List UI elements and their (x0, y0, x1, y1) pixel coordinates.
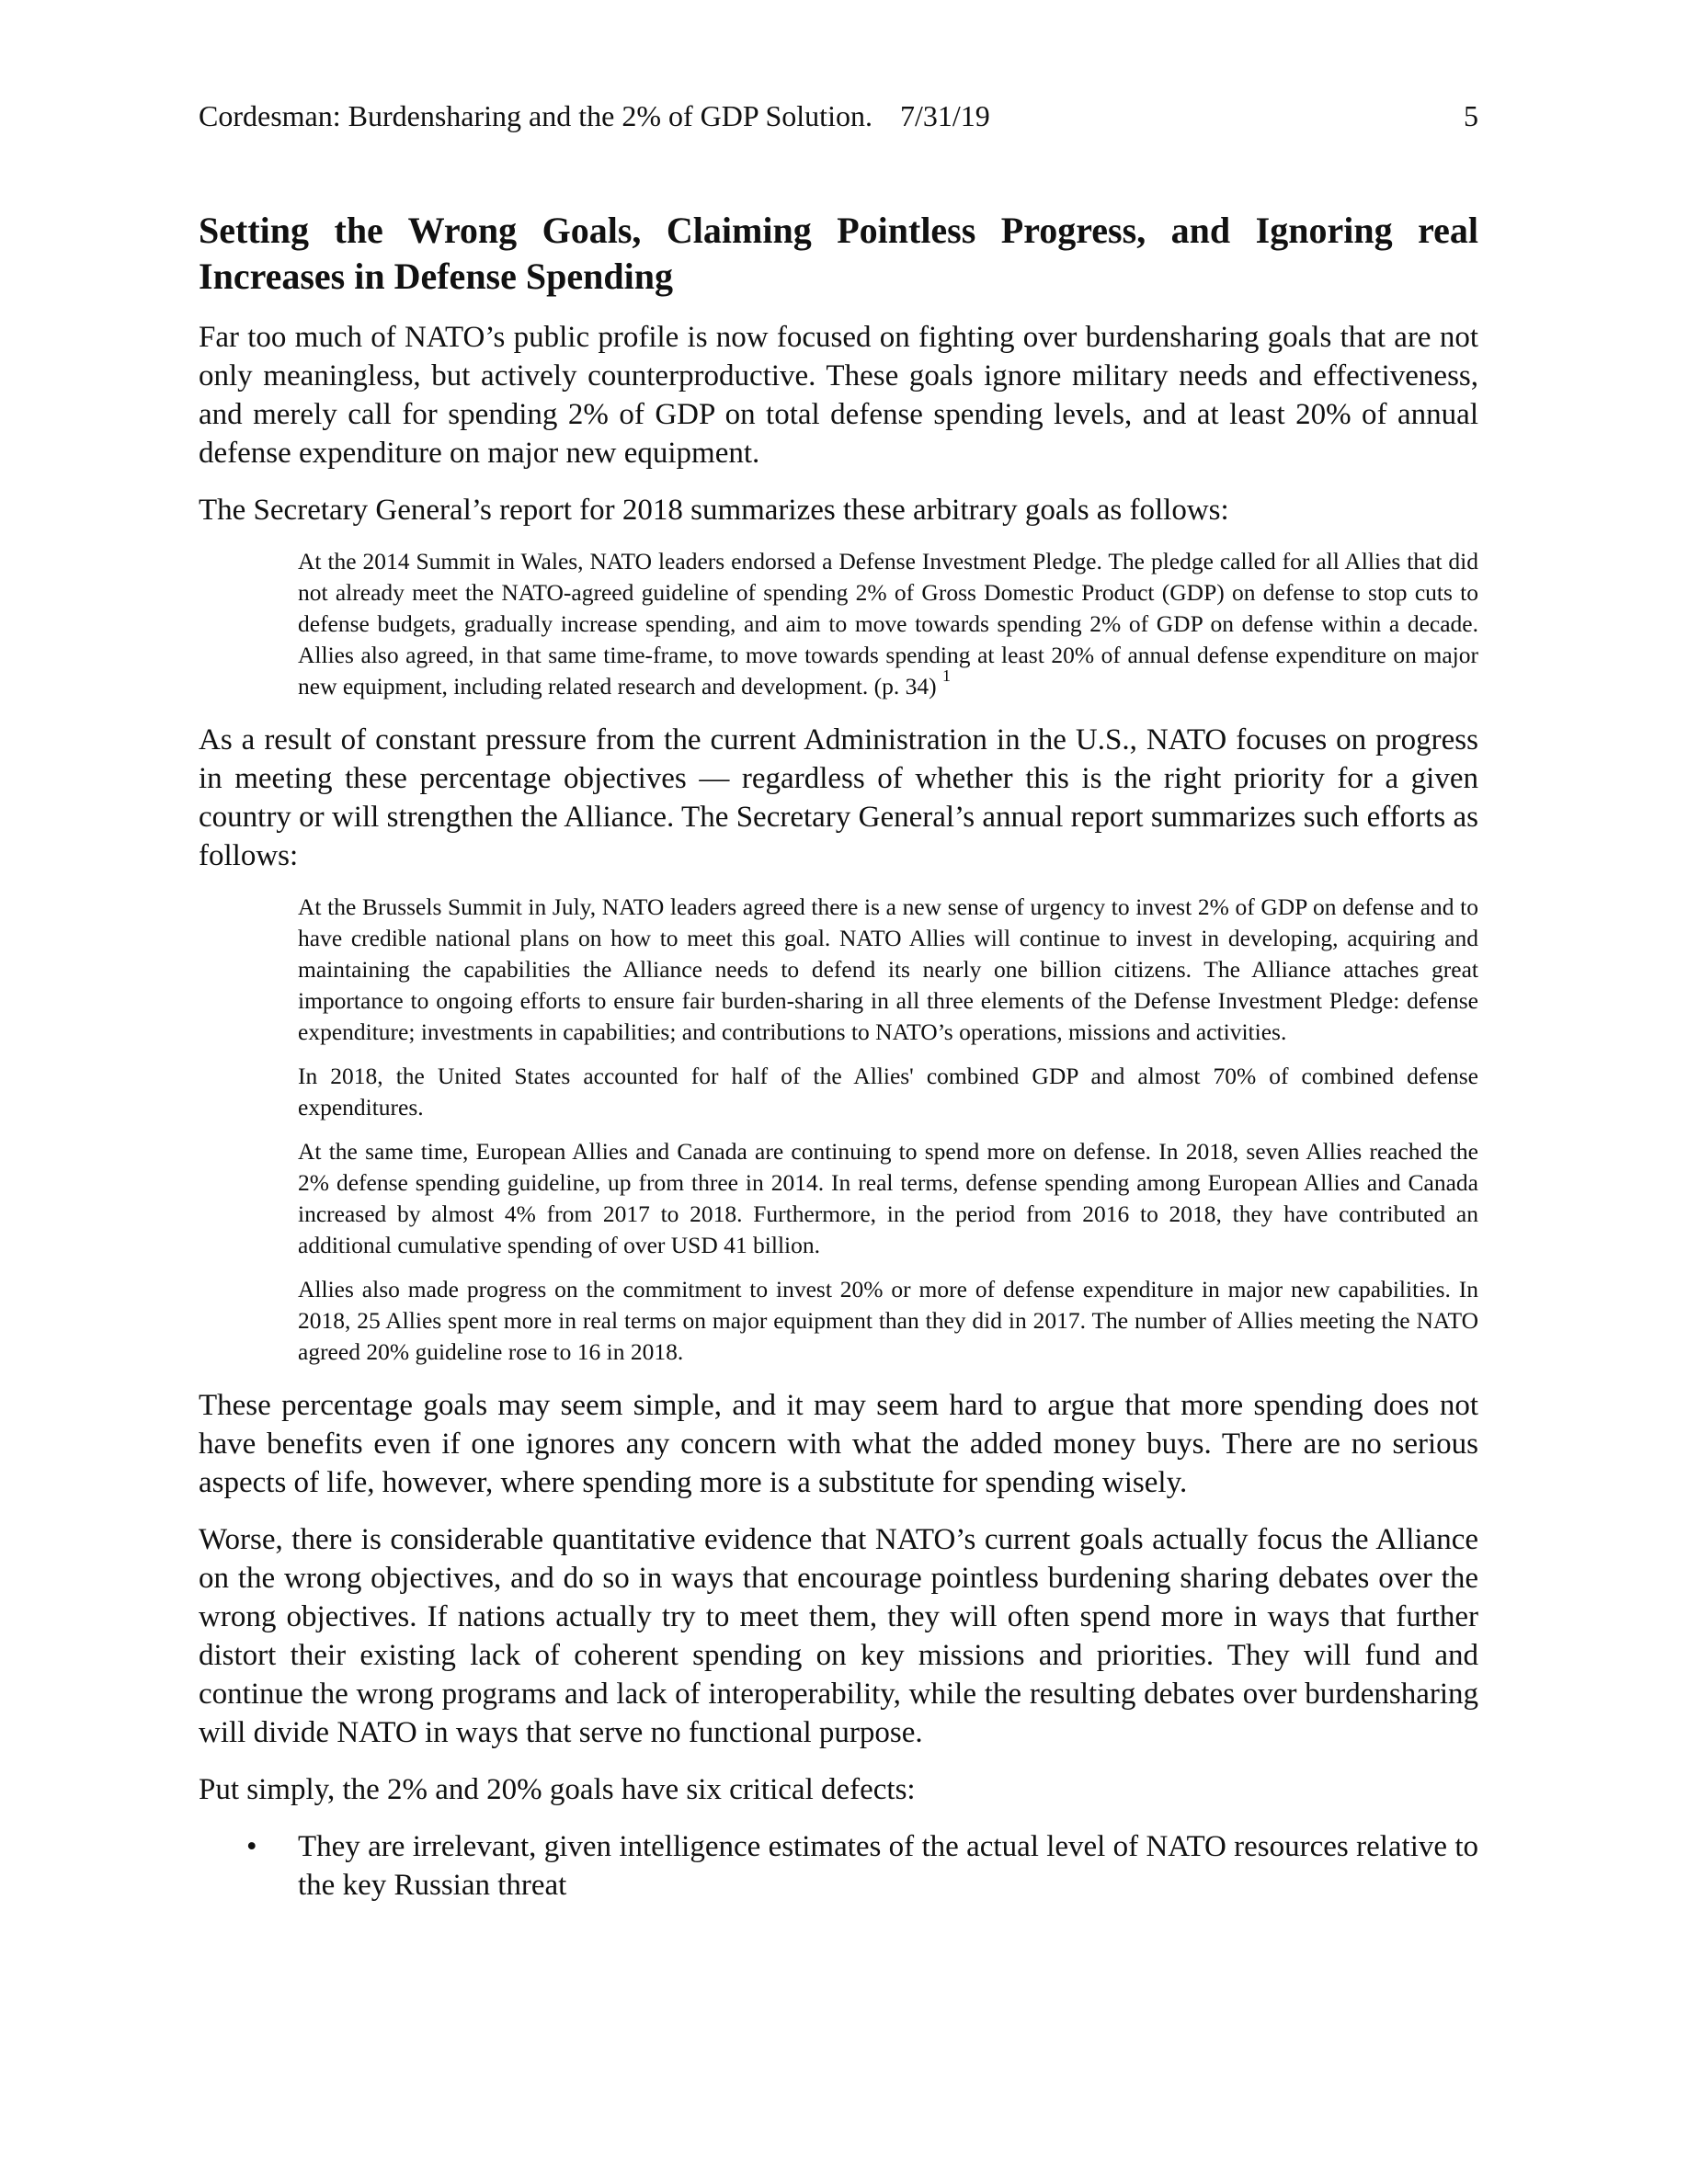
block-quote-1-text: At the 2014 Summit in Wales, NATO leaders endorsed a Defense Investment Pledge. The pledge called for all Allies that did not already meet the NATO-agreed guideline of spending 2% of Gross Domestic Product (GDP) on defense to stop cuts to defense budgets, gradually increase spending, and aim to move towards spending 2% of GDP on defense within a decade. Allies also agreed, in that same time-frame, to move towards spending at least 20% of annual defense expenditure on major new equipment, including related research and development. (p. 34) (298, 548, 1478, 700)
page-header (199, 97, 1478, 134)
paragraph-1: Far too much of NATO’s public profile is now focused on fighting over burdensharing goals that are not only meaningless, but actively counterproductive. These goals ignore military needs and effectiveness, and merely call for spending 2% of GDP on total defense spending levels, and at least 20% of annual defense expenditure on major new equipment. (199, 321, 1478, 470)
paragraph-3: As a result of constant pressure from the current Administration in the U.S., NATO focuses on progress in meeting these percentage objectives — regardless of whether this is the right priority for a given country or will strengthen the Alliance. The Secretary General’s annual report summarizes such efforts as follows: (199, 723, 1478, 872)
document-page (199, 97, 1478, 1905)
bullet-text: They are irrelevant, given intelligence estimates of the actual level of NATO resources relative to the key Russian threat (298, 1830, 1478, 1902)
running-title: Cordesman: Burdensharing and the 2% of GDP Solution. (199, 99, 873, 132)
header-left (199, 97, 990, 134)
block-quote-2: At the Brussels Summit in July, NATO leaders agreed there is a new sense of urgency to invest 2% of GDP on defense and to have credible national plans on how to meet this goal. NATO Allies will continue to invest in developing, acquiring and maintaining the capabilities the Alliance needs to defend its nearly one billion citizens. The Alliance attaches great importance to ongoing efforts to ensure fair burden-sharing in all three elements of the Defense Investment Pledge: defense expenditure; investments in capabilities; and contributions to NATO’s operations, missions and activities. (298, 893, 1478, 1045)
header-date: 7/31/19 (899, 99, 990, 132)
block-quote-1 (298, 546, 1478, 702)
section-title: Setting the Wrong Goals, Claiming Pointless Progress, and Ignoring real Increases in Defense Spending (199, 210, 1478, 297)
footnote-ref-1[interactable]: 1 (942, 666, 952, 685)
block-quote-5: Allies also made progress on the commitment to invest 20% or more of defense expenditure in major new capabilities. In 2018, 25 Allies spent more in real terms on major equipment than they did in 2017. The number of Allies meeting the NATO agreed 20% guideline rose to 16 in 2018. (298, 1276, 1478, 1365)
paragraph-2: The Secretary General’s report for 2018 summarizes these arbitrary goals as follows: (199, 494, 1229, 527)
page-number: 5 (1464, 99, 1478, 132)
block-quote-4: At the same time, European Allies and Canada are continuing to spend more on defense. In 2018, seven Allies reached the 2% defense spending guideline, up from three in 2014. In real terms, defense spending among European Allies and Canada increased by almost 4% from 2017 to 2018. Furthermore, in the period from 2016 to 2018, they have contributed an additional cumulative spending of over USD 41 billion. (298, 1138, 1478, 1258)
paragraph-4: These percentage goals may seem simple, and it may seem hard to argue that more spending does not have benefits even if one ignores any concern with what the added money buys. There are no serious aspects of life, however, where spending more is a substitute for spending wisely. (199, 1389, 1478, 1499)
bullet-mark: • (246, 1830, 257, 1863)
block-quote-3: In 2018, the United States accounted for half of the Allies' combined GDP and almost 70% of combined defense expenditures. (298, 1063, 1478, 1120)
paragraph-5: Worse, there is considerable quantitative evidence that NATO’s current goals actually focus the Alliance on the wrong objectives, and do so in ways that encourage pointless burdening sharing debates over the wrong objectives. If nations actually try to meet them, they will often spend more in ways that further distort their existing lack of coherent spending on key missions and priorities. They will fund and continue the wrong programs and lack of interoperability, while the resulting debates over burdensharing will divide NATO in ways that serve no functional purpose. (199, 1523, 1478, 1749)
paragraph-6: Put simply, the 2% and 20% goals have six critical defects: (199, 1773, 916, 1806)
bullet-item (199, 1827, 1478, 1905)
